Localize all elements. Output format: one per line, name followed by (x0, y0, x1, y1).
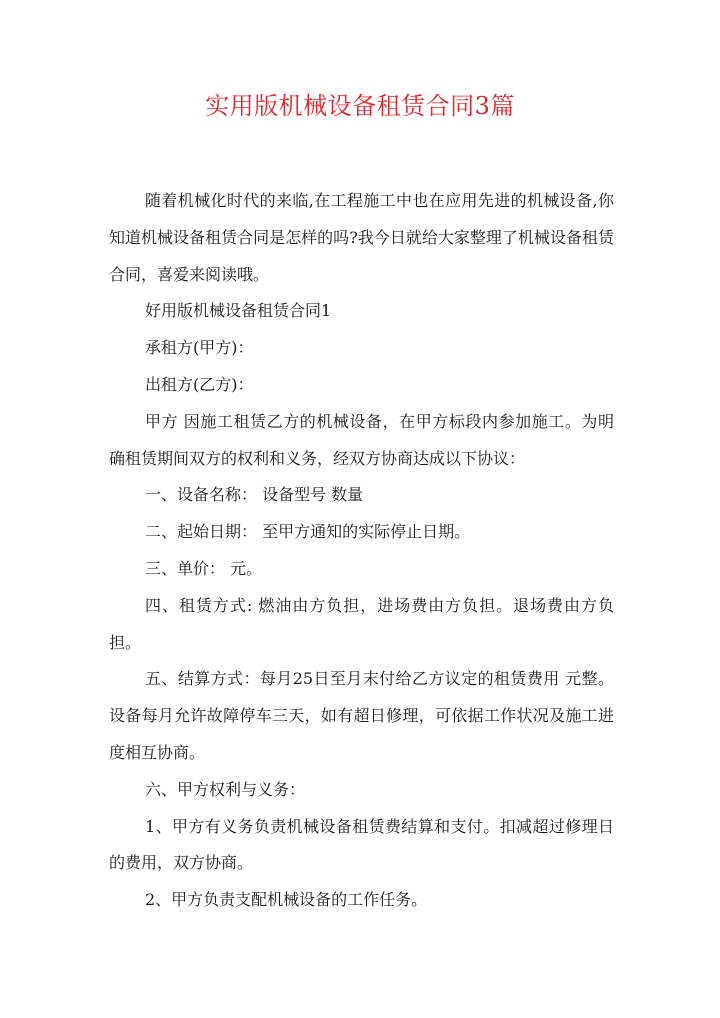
paragraph-intro: 随着机械化时代的来临,在工程施工中也在应用先进的机械设备,你知道机械设备租赁合同是怎样的吗?我今日就给大家整理了机械设备租赁合同，喜爱来阅读哦。 (109, 191, 614, 284)
paragraph-lease-method: 四、租赁方式: 燃油由方负担，进场费由方负担。退场费由方负担。 (109, 595, 614, 652)
paragraph-clause-2: 2、甲方负责支配机械设备的工作任务。 (145, 890, 428, 910)
paragraph-clause-1: 1、甲方有义务负责机械设备租赁费结算和支付。扣减超过修理日的费用，双方协商。 (109, 816, 614, 873)
paragraph-start-date: 二、起始日期： 至甲方通知的实际停止日期。 (145, 522, 471, 542)
paragraph-equipment-name: 一、设备名称： 设备型号 数量 (145, 485, 364, 505)
paragraph-lessor: 出租方(乙方)： (145, 374, 254, 394)
paragraph-settlement: 五、结算方式：每月25日至月末付给乙方议定的租赁费用 元整。设备每月允许故障停车三天，如有超日修理，可依据工作状况及施工进度相互协商。 (109, 669, 614, 762)
paragraph-purpose: 甲方 因施工租赁乙方的机械设备，在甲方标段内参加施工。为明确租赁期间双方的权利和义务，经双方协商达成以下协议： (109, 411, 614, 468)
paragraph-unit-price: 三、单价： 元。 (145, 558, 263, 578)
document-body (109, 183, 614, 919)
document-title: 实用版机械设备租赁合同3篇 (205, 92, 515, 120)
paragraph-party-a-rights: 六、甲方权利与义务： (145, 779, 306, 799)
paragraph-contract-heading: 好用版机械设备租赁合同1 (145, 301, 332, 321)
paragraph-lessee: 承租方(甲方)： (145, 338, 254, 358)
